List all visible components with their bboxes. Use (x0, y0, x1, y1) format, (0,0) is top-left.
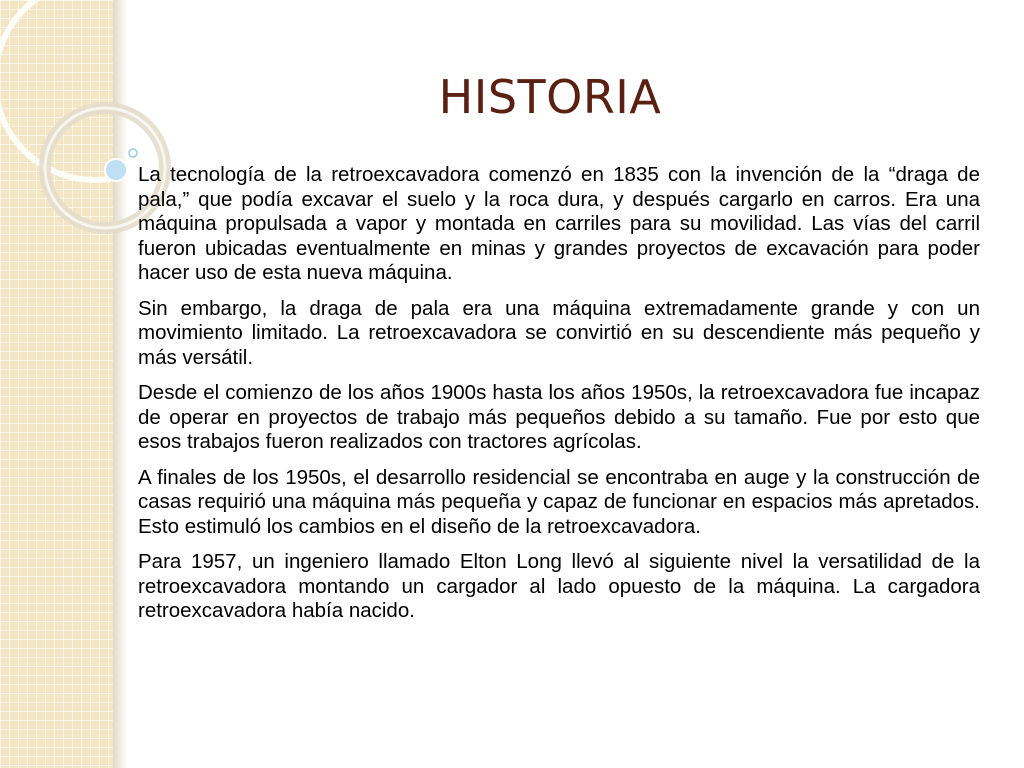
paragraph-4: A finales de los 1950s, el desarrollo residencial se encontraba en auge y la construcción de casas requirió una máquina más pequeña y capaz de funcionar en espacios más apretados. Esto estimuló los cambios en el diseño de la retroexcavadora. (138, 465, 980, 538)
paragraph-1: La tecnología de la retroexcavadora comenzó en 1835 con la invención de la “draga de pala,” que podía excavar el suelo y la roca dura, y después cargarlo en carros. Era una máquina propulsada a vapor y montada en carriles para su movilidad. Las vías del carril fueron ubicadas eventualmente en minas y grandes proyectos de excavación para poder hacer uso de esta nueva máquina. (138, 163, 980, 284)
paragraph-2: Sin embargo, la draga de pala era una máquina extremadamente grande y con un movimiento limitado. La retroexcavadora se convirtió en su descendiente más pequeño y más versátil. (138, 296, 980, 369)
slide-title: HISTORIA (438, 70, 662, 124)
bullet-icon-large (105, 159, 127, 181)
slide-body (138, 163, 980, 635)
paragraph-5: Para 1957, un ingeniero llamado Elton Long llevó al siguiente nivel la versatilidad de la retroexcavadora montando un cargador al lado opuesto de la máquina. La cargadora retroexcavadora había nacido. (138, 550, 980, 622)
paragraph-3: Desde el comienzo de los años 1900s hasta los años 1950s, la retroexcavadora fue incapaz de operar en proyectos de trabajo más pequeños debido a su tamaño. Fue por esto que esos trabajos fueron realizados con tractores agrícolas. (138, 381, 980, 453)
bullet-icon-small (129, 149, 137, 157)
